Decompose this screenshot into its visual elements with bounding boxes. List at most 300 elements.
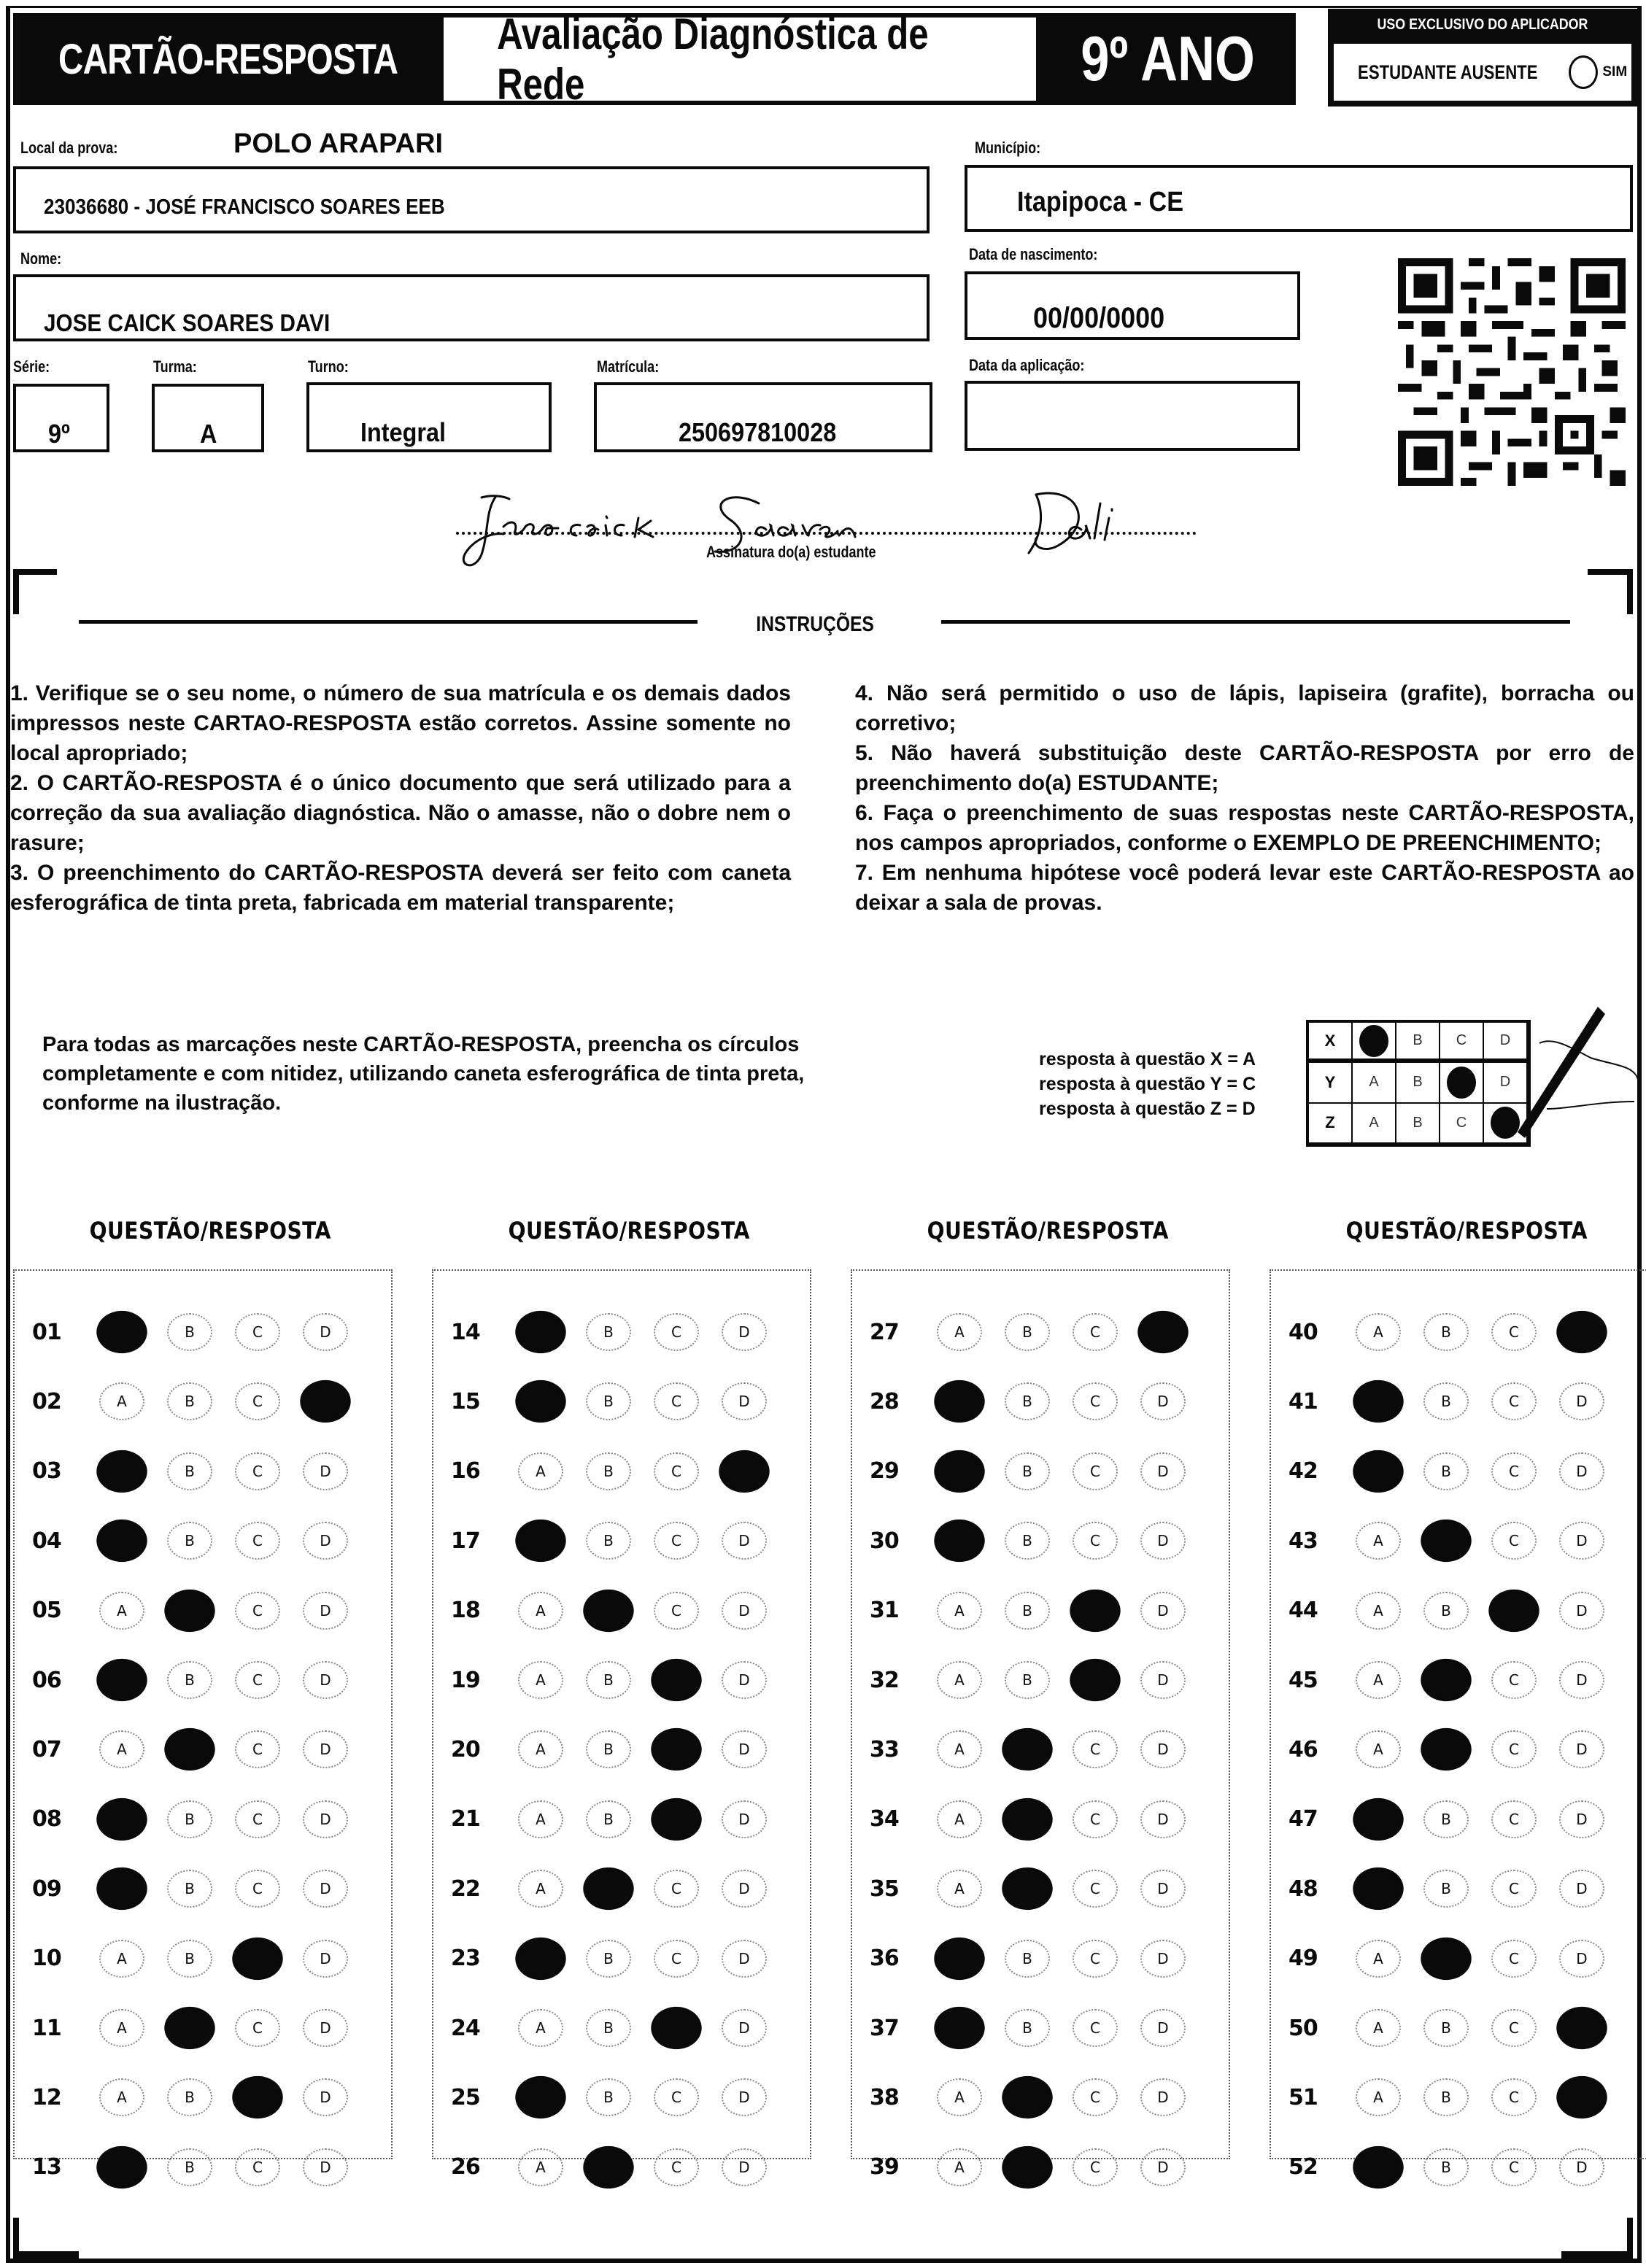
answer-bubble-d[interactable]: D — [1559, 1800, 1604, 1838]
answer-bubble-a[interactable] — [515, 1380, 565, 1423]
answer-bubble-c[interactable]: C — [1491, 1870, 1537, 1908]
answer-bubble-b[interactable]: B — [586, 2078, 631, 2116]
answer-bubble-b[interactable]: B — [586, 1800, 631, 1838]
answer-bubble-d[interactable]: D — [303, 1452, 348, 1490]
applicator-box — [1328, 9, 1637, 107]
question-number: 37 — [870, 2015, 899, 2041]
answer-bubble-d[interactable]: D — [1140, 1800, 1186, 1838]
question-number: 35 — [870, 1876, 899, 1902]
question-row — [432, 1310, 811, 1354]
question-number: 22 — [451, 1876, 480, 1902]
answer-bubble-b[interactable]: B — [167, 1313, 212, 1351]
answer-bubble-d[interactable] — [300, 1380, 350, 1423]
answer-bubble-b[interactable]: B — [1005, 1452, 1050, 1490]
signature-caption: Assinatura do(a) estudante — [706, 543, 876, 561]
answer-bubble-d[interactable]: D — [303, 1313, 348, 1351]
answer-bubble-d[interactable] — [719, 1450, 769, 1493]
answer-bubble-d[interactable]: D — [1140, 1730, 1186, 1768]
answer-bubble-a[interactable] — [934, 1450, 984, 1493]
answer-bubble-a[interactable]: A — [99, 1730, 144, 1768]
question-row — [851, 1450, 1230, 1493]
question-number: 08 — [32, 1806, 61, 1832]
answer-bubble-b[interactable]: B — [1005, 2009, 1050, 2047]
question-row — [851, 1937, 1230, 1981]
answer-bubble-b[interactable]: B — [1423, 1313, 1469, 1351]
question-number: 42 — [1288, 1458, 1318, 1485]
pen-hand-icon — [1496, 999, 1642, 1164]
answer-bubble-b[interactable]: B — [586, 1382, 631, 1420]
answer-bubble-d[interactable]: D — [722, 1800, 767, 1838]
answer-bubble-c[interactable] — [651, 1659, 701, 1701]
answer-bubble-c[interactable]: C — [1073, 2078, 1118, 2116]
answer-bubble-a[interactable]: A — [1356, 2009, 1401, 2047]
answer-bubble-d[interactable]: D — [303, 1870, 348, 1908]
answer-bubble-c[interactable]: C — [235, 2148, 280, 2186]
answer-bubble-d[interactable]: D — [303, 2148, 348, 2186]
answer-bubble-d[interactable]: D — [1140, 1661, 1186, 1699]
absent-checkbox[interactable] — [1569, 55, 1598, 89]
answer-bubble-d[interactable] — [1556, 1311, 1607, 1353]
answer-bubble-b[interactable] — [583, 1589, 633, 1631]
answer-bubble-d[interactable]: D — [1140, 2009, 1186, 2047]
answer-bubble-b[interactable]: B — [167, 1800, 212, 1838]
answer-bubble-d[interactable]: D — [1559, 1940, 1604, 1978]
answer-bubble-c[interactable]: C — [1491, 2148, 1537, 2186]
answer-bubble-c[interactable]: C — [235, 1730, 280, 1768]
answer-bubble-c[interactable]: C — [654, 1452, 699, 1490]
aplicacao-field — [965, 381, 1300, 451]
answer-bubble-b[interactable] — [164, 2007, 215, 2049]
question-row — [851, 1589, 1230, 1633]
answer-bubble-c[interactable]: C — [1073, 1452, 1118, 1490]
answer-bubble-a[interactable]: A — [1356, 1661, 1401, 1699]
answer-bubble-c[interactable]: C — [1073, 1870, 1118, 1908]
question-row — [432, 1450, 811, 1493]
corner-mark-top-left — [13, 569, 57, 575]
answer-bubble-c[interactable]: C — [654, 1940, 699, 1978]
answer-bubble-a[interactable] — [96, 1520, 147, 1562]
question-row — [13, 1589, 393, 1633]
answer-bubble-b[interactable]: B — [1005, 1940, 1050, 1978]
answer-bubble-d[interactable] — [1556, 2007, 1607, 2049]
answer-bubble-d[interactable] — [1556, 2076, 1607, 2118]
answer-bubble-b[interactable]: B — [1005, 1592, 1050, 1630]
nome-label: Nome: — [20, 249, 62, 268]
question-number: 43 — [1288, 1528, 1318, 1554]
answer-bubble-b[interactable] — [1421, 1520, 1471, 1562]
answer-bubble-a[interactable] — [1353, 1798, 1403, 1841]
answer-bubble-c[interactable] — [1488, 1589, 1539, 1631]
nascimento-label: Data de nascimento: — [969, 245, 1098, 263]
answer-bubble-c[interactable]: C — [654, 1592, 699, 1630]
question-row — [1270, 1310, 1646, 1354]
answer-bubble-c[interactable]: C — [235, 2009, 280, 2047]
answer-bubble-a[interactable] — [1353, 1380, 1403, 1423]
answer-bubble-a[interactable] — [1353, 1450, 1403, 1493]
question-row — [432, 1519, 811, 1563]
answer-bubble-d[interactable]: D — [1559, 1592, 1604, 1630]
answer-bubble-d[interactable]: D — [1140, 1522, 1186, 1560]
answer-bubble-b[interactable] — [1002, 1798, 1052, 1841]
answer-bubble-c[interactable]: C — [1491, 1940, 1537, 1978]
answer-bubble-c[interactable]: C — [654, 1522, 699, 1560]
answer-bubble-a[interactable]: A — [1356, 2078, 1401, 2116]
answer-bubble-b[interactable]: B — [586, 1452, 631, 1490]
fill-instructions: Para todas as marcações neste CARTÃO-RESPOSTA, preencha os círculos completamente e com nitidez, utilizando caneta esferográfica de tinta preta, conforme na ilustração. — [42, 1033, 805, 1115]
answer-bubble-b[interactable]: B — [586, 1313, 631, 1351]
answer-bubble-b[interactable]: B — [167, 1661, 212, 1699]
answer-bubble-a[interactable]: A — [518, 1800, 563, 1838]
answer-bubble-a[interactable] — [96, 1450, 147, 1493]
answer-bubble-a[interactable]: A — [99, 2078, 144, 2116]
instructions-rule-left — [79, 620, 698, 624]
question-number: 41 — [1288, 1388, 1318, 1414]
turma-field: A — [152, 384, 264, 452]
answer-bubble-b[interactable]: B — [586, 1661, 631, 1699]
answer-bubble-a[interactable] — [96, 1868, 147, 1910]
answer-bubble-c[interactable]: C — [235, 1313, 280, 1351]
answer-bubble-c[interactable] — [651, 2007, 701, 2049]
question-number: 36 — [870, 1946, 899, 1972]
answer-bubble-c[interactable] — [1070, 1589, 1120, 1631]
question-number: 46 — [1288, 1736, 1318, 1762]
question-row — [432, 1937, 811, 1981]
answer-bubble-d[interactable]: D — [722, 1592, 767, 1630]
answer-bubble-c[interactable]: C — [235, 1870, 280, 1908]
answer-bubble-a[interactable]: A — [1356, 1592, 1401, 1630]
answer-bubble-a[interactable]: A — [99, 1382, 144, 1420]
question-number: 32 — [870, 1667, 899, 1693]
question-row — [13, 1727, 393, 1771]
question-number: 07 — [32, 1736, 61, 1762]
answer-bubble-d[interactable]: D — [303, 2009, 348, 2047]
answer-bubble-c[interactable]: C — [654, 2148, 699, 2186]
question-number: 10 — [32, 1946, 61, 1972]
instructions-title: INSTRUÇÕES — [756, 613, 874, 636]
answer-bubble-d[interactable]: D — [303, 1661, 348, 1699]
question-row — [1270, 1379, 1646, 1423]
answer-bubble-d[interactable]: D — [1559, 1382, 1604, 1420]
example-option: A — [1353, 1104, 1396, 1144]
answer-bubble-d[interactable]: D — [1559, 1661, 1604, 1699]
answer-bubble-b[interactable] — [583, 1868, 633, 1910]
answer-bubble-b[interactable]: B — [586, 1522, 631, 1560]
answer-bubble-c[interactable]: C — [1491, 1313, 1537, 1351]
answer-bubble-a[interactable] — [1353, 2146, 1403, 2188]
answer-bubble-c[interactable] — [232, 2076, 282, 2118]
question-number: 09 — [32, 1876, 61, 1902]
answer-bubble-c[interactable]: C — [235, 1382, 280, 1420]
answer-bubble-d[interactable]: D — [722, 1522, 767, 1560]
answer-bubble-d[interactable]: D — [722, 2078, 767, 2116]
answer-bubble-b[interactable]: B — [1005, 1313, 1050, 1351]
answer-bubble-b[interactable]: B — [1423, 2009, 1469, 2047]
answer-bubble-c[interactable]: C — [1073, 1522, 1118, 1560]
answer-bubble-a[interactable]: A — [518, 1452, 563, 1490]
answer-bubble-b[interactable] — [1002, 2076, 1052, 2118]
answer-bubble-c[interactable]: C — [1491, 1382, 1537, 1420]
answer-bubble-a[interactable]: A — [1356, 1940, 1401, 1978]
answer-bubble-d[interactable]: D — [1140, 1870, 1186, 1908]
example-line: resposta à questão X = A — [1039, 1049, 1256, 1069]
answer-bubble-d[interactable]: D — [1140, 1452, 1186, 1490]
question-row — [432, 2075, 811, 2119]
answer-bubble-b[interactable]: B — [1423, 1592, 1469, 1630]
answer-bubble-d[interactable]: D — [1140, 1940, 1186, 1978]
answer-bubble-b[interactable]: B — [1423, 1382, 1469, 1420]
answer-bubble-c[interactable]: C — [1073, 1382, 1118, 1420]
answer-bubble-c[interactable]: C — [1491, 2078, 1537, 2116]
answer-bubble-d[interactable]: D — [303, 1522, 348, 1560]
question-row — [851, 2145, 1230, 2189]
answer-bubble-b[interactable] — [1002, 2146, 1052, 2188]
answer-bubble-c[interactable]: C — [654, 1382, 699, 1420]
answer-bubble-b[interactable]: B — [1423, 2078, 1469, 2116]
answer-bubble-b[interactable] — [1421, 1728, 1471, 1770]
question-row — [13, 1937, 393, 1981]
answer-bubble-a[interactable]: A — [937, 2148, 982, 2186]
answer-bubble-c[interactable]: C — [654, 1313, 699, 1351]
answer-bubble-c[interactable] — [651, 1798, 701, 1841]
answer-bubble-d[interactable]: D — [1559, 2148, 1604, 2186]
answer-bubble-a[interactable]: A — [937, 1313, 982, 1351]
answer-bubble-c[interactable]: C — [1073, 2009, 1118, 2047]
answer-bubble-a[interactable]: A — [518, 2148, 563, 2186]
answer-bubble-d[interactable]: D — [1140, 2148, 1186, 2186]
answer-bubble-d[interactable]: D — [1140, 1592, 1186, 1630]
answer-bubble-a[interactable] — [934, 1937, 984, 1979]
answer-bubble-b[interactable] — [164, 1728, 215, 1770]
answer-bubble-a[interactable]: A — [518, 1870, 563, 1908]
answer-bubble-c[interactable]: C — [235, 1592, 280, 1630]
question-number: 33 — [870, 1736, 899, 1762]
answer-bubble-a[interactable]: A — [99, 1592, 144, 1630]
answer-bubble-b[interactable] — [1002, 1728, 1052, 1770]
question-number: 15 — [451, 1388, 480, 1414]
answer-bubble-a[interactable] — [96, 1311, 147, 1353]
answer-bubble-b[interactable]: B — [167, 1522, 212, 1560]
answer-bubble-c[interactable]: C — [1491, 1661, 1537, 1699]
instructions-rule-right — [941, 620, 1570, 624]
answer-bubble-d[interactable]: D — [303, 1730, 348, 1768]
local-value: POLO ARAPARI — [233, 128, 444, 159]
answer-bubble-b[interactable]: B — [586, 1940, 631, 1978]
example-line: resposta à questão Y = C — [1039, 1074, 1256, 1094]
question-row — [851, 1519, 1230, 1563]
question-row — [13, 1797, 393, 1841]
answer-bubble-b[interactable]: B — [1423, 1870, 1469, 1908]
corner-mark-bottom-left — [13, 2251, 79, 2259]
answer-bubble-b[interactable]: B — [167, 1870, 212, 1908]
answer-bubble-b[interactable]: B — [1005, 1661, 1050, 1699]
answer-bubble-a[interactable]: A — [99, 1940, 144, 1978]
answer-bubble-a[interactable]: A — [99, 2009, 144, 2047]
answer-bubble-c[interactable]: C — [235, 1522, 280, 1560]
answer-bubble-d[interactable]: D — [1559, 1452, 1604, 1490]
answer-bubble-b[interactable]: B — [167, 2148, 212, 2186]
question-row — [432, 2006, 811, 2050]
answer-bubble-c[interactable]: C — [1073, 1940, 1118, 1978]
answer-bubble-b[interactable]: B — [1423, 2148, 1469, 2186]
answer-bubble-c[interactable] — [651, 1728, 701, 1770]
answer-bubble-b[interactable]: B — [1423, 1452, 1469, 1490]
turno-label: Turno: — [308, 357, 349, 376]
example-option-filled — [1353, 1023, 1396, 1063]
answer-bubble-a[interactable]: A — [937, 1661, 982, 1699]
answer-bubble-d[interactable]: D — [303, 1940, 348, 1978]
answer-bubble-c[interactable]: C — [235, 1800, 280, 1838]
answer-bubble-c[interactable]: C — [654, 2078, 699, 2116]
answer-bubble-a[interactable] — [515, 1520, 565, 1562]
answer-bubble-c[interactable]: C — [1491, 1522, 1537, 1560]
corner-mark-top-right-vertical — [1627, 569, 1633, 614]
answer-bubble-c[interactable]: C — [1073, 1800, 1118, 1838]
answer-bubble-b[interactable] — [1421, 1659, 1471, 1701]
answer-bubble-a[interactable]: A — [518, 1661, 563, 1699]
answer-bubble-d[interactable]: D — [722, 1382, 767, 1420]
question-row — [432, 1727, 811, 1771]
answer-bubble-a[interactable]: A — [937, 1870, 982, 1908]
answer-bubble-d[interactable]: D — [1559, 1870, 1604, 1908]
question-number: 05 — [32, 1598, 61, 1624]
example-option: C — [1440, 1023, 1484, 1063]
answer-bubble-c[interactable]: C — [1073, 1730, 1118, 1768]
answer-bubble-b[interactable] — [164, 1589, 215, 1631]
answer-bubble-a[interactable]: A — [937, 1592, 982, 1630]
answer-bubble-b[interactable]: B — [167, 1452, 212, 1490]
answer-bubble-c[interactable]: C — [1073, 1313, 1118, 1351]
answer-bubble-a[interactable] — [515, 2076, 565, 2118]
answer-bubble-d[interactable]: D — [1140, 2078, 1186, 2116]
answer-bubble-d[interactable]: D — [722, 1730, 767, 1768]
instruction-item: 1. Verifique se o seu nome, o número de sua matrícula e os demais dados impressos neste CARTAO-RESPOSTA estão corretos. Assine somente no local apropriado; — [10, 681, 791, 765]
answer-bubble-c[interactable]: C — [1491, 1730, 1537, 1768]
question-number: 24 — [451, 2015, 480, 2041]
answer-bubble-d[interactable]: D — [303, 1592, 348, 1630]
answer-bubble-d[interactable]: D — [303, 1800, 348, 1838]
aplicacao-label: Data da aplicação: — [969, 356, 1085, 374]
answer-bubble-d[interactable]: D — [722, 1313, 767, 1351]
question-number: 13 — [32, 2154, 61, 2180]
answer-bubble-b[interactable]: B — [1005, 1522, 1050, 1560]
nome-field: JOSE CAICK SOARES DAVI — [13, 274, 930, 341]
answer-bubble-a[interactable] — [515, 1937, 565, 1979]
answer-bubble-d[interactable]: D — [722, 1940, 767, 1978]
instructions-right-column — [855, 678, 1634, 918]
answer-bubble-c[interactable] — [1070, 1659, 1120, 1701]
turma-label: Turma: — [153, 357, 197, 376]
question-number: 29 — [870, 1458, 899, 1485]
question-number: 50 — [1288, 2015, 1318, 2041]
example-option: D — [1484, 1063, 1528, 1103]
answer-bubble-a[interactable]: A — [937, 1730, 982, 1768]
answer-bubble-b[interactable]: B — [167, 2078, 212, 2116]
answer-bubble-b[interactable] — [1421, 1937, 1471, 1979]
answer-bubble-d[interactable]: D — [722, 1661, 767, 1699]
question-number: 01 — [32, 1319, 61, 1345]
answer-bubble-b[interactable] — [583, 2146, 633, 2188]
answer-bubble-a[interactable]: A — [518, 1730, 563, 1768]
question-number: 30 — [870, 1528, 899, 1554]
answer-bubble-b[interactable]: B — [586, 2009, 631, 2047]
answer-bubble-c[interactable] — [232, 1937, 282, 1979]
answer-bubble-b[interactable] — [1002, 1868, 1052, 1910]
answer-bubble-c[interactable]: C — [1491, 2009, 1537, 2047]
example-option: D — [1484, 1023, 1528, 1063]
question-row — [851, 1310, 1230, 1354]
question-row — [13, 2145, 393, 2189]
answer-bubble-a[interactable]: A — [1356, 1730, 1401, 1768]
question-number: 17 — [451, 1528, 480, 1554]
question-row — [1270, 2006, 1646, 2050]
answer-bubble-c[interactable]: C — [235, 1661, 280, 1699]
answer-bubble-d[interactable]: D — [722, 2009, 767, 2047]
answer-bubble-a[interactable]: A — [937, 1800, 982, 1838]
corner-mark-bottom-right — [1561, 2251, 1631, 2259]
answer-bubble-b[interactable]: B — [1005, 1382, 1050, 1420]
answer-bubble-a[interactable]: A — [1356, 1522, 1401, 1560]
answer-bubble-a[interactable] — [96, 2146, 147, 2188]
question-number: 14 — [451, 1319, 480, 1345]
example-option-filled — [1440, 1063, 1484, 1103]
question-row — [432, 2145, 811, 2189]
answer-bubble-a[interactable] — [96, 1659, 147, 1701]
question-number: 04 — [32, 1528, 61, 1554]
answer-bubble-a[interactable]: A — [518, 2009, 563, 2047]
question-row — [13, 2075, 393, 2119]
answer-bubble-b[interactable]: B — [1423, 1800, 1469, 1838]
answer-bubble-a[interactable]: A — [518, 1592, 563, 1630]
absent-label: ESTUDANTE AUSENTE — [1357, 61, 1538, 83]
municipio-label: Município: — [975, 139, 1041, 157]
answer-bubble-d[interactable] — [1137, 1311, 1188, 1353]
answer-bubble-b[interactable]: B — [167, 1940, 212, 1978]
answer-bubble-a[interactable]: A — [1356, 1313, 1401, 1351]
answer-bubble-b[interactable]: B — [586, 1730, 631, 1768]
question-number: 27 — [870, 1319, 899, 1345]
absent-option-label: SIM — [1602, 64, 1628, 80]
answer-bubble-a[interactable]: A — [937, 2078, 982, 2116]
corner-mark-top-left-vertical — [13, 569, 19, 614]
answer-bubble-c[interactable]: C — [654, 1870, 699, 1908]
answer-bubble-d[interactable]: D — [1559, 1522, 1604, 1560]
question-row — [13, 1867, 393, 1911]
answer-bubble-a[interactable] — [934, 1380, 984, 1423]
answer-bubble-c[interactable]: C — [1491, 1800, 1537, 1838]
answer-bubble-d[interactable]: D — [1140, 1382, 1186, 1420]
corner-mark-bottom-right-vertical — [1627, 2218, 1633, 2259]
answer-bubble-d[interactable]: D — [722, 2148, 767, 2186]
answer-bubble-b[interactable]: B — [167, 1382, 212, 1420]
answer-bubble-a[interactable] — [515, 1311, 565, 1353]
question-row — [432, 1379, 811, 1423]
answer-bubble-a[interactable] — [1353, 1868, 1403, 1910]
answer-bubble-a[interactable] — [934, 1520, 984, 1562]
answer-bubble-d[interactable]: D — [303, 2078, 348, 2116]
answer-bubble-c[interactable]: C — [1073, 2148, 1118, 2186]
instruction-item: 6. Faça o preenchimento de suas respostas neste CARTÃO-RESPOSTA, nos campos apropriados, conforme o EXEMPLO DE PREENCHIMENTO; — [855, 801, 1634, 855]
serie-field: 9º — [13, 384, 109, 452]
answer-bubble-d[interactable]: D — [1559, 1730, 1604, 1768]
answer-bubble-a[interactable] — [934, 2007, 984, 2049]
question-number: 44 — [1288, 1598, 1318, 1624]
question-row — [1270, 2075, 1646, 2119]
answer-bubble-d[interactable]: D — [722, 1870, 767, 1908]
answer-bubble-c[interactable]: C — [235, 1452, 280, 1490]
answer-bubble-a[interactable] — [96, 1798, 147, 1841]
answer-bubble-c[interactable]: C — [1491, 1452, 1537, 1490]
question-number: 06 — [32, 1667, 61, 1693]
